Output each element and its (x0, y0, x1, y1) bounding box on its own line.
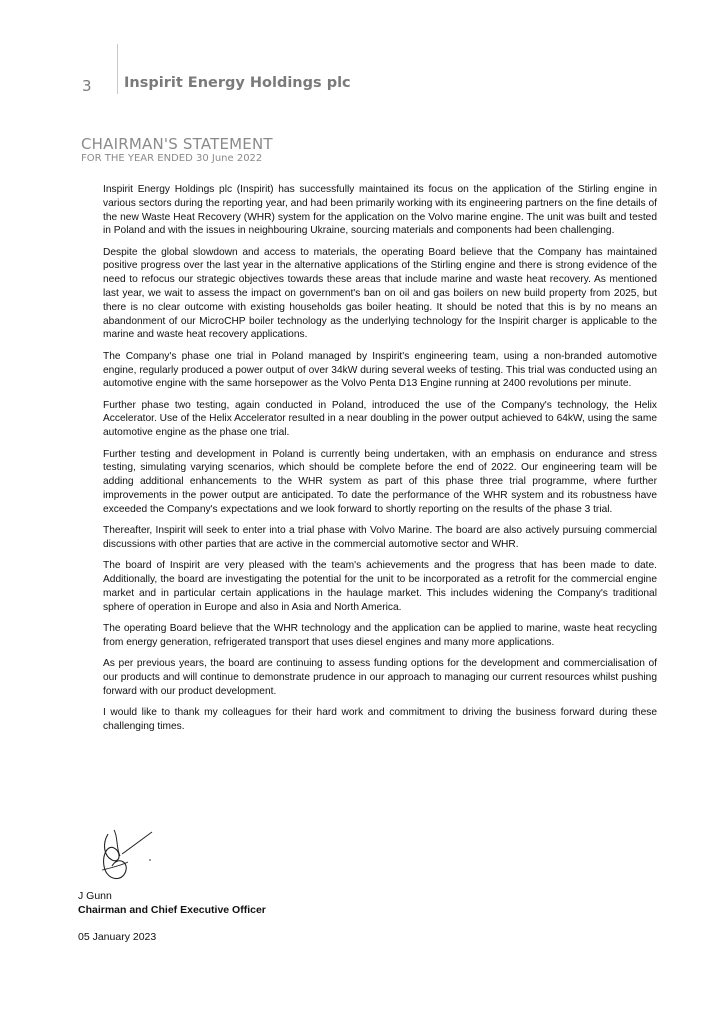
company-name: Inspirit Energy Holdings plc (124, 75, 351, 91)
signature-date: 05 January 2023 (78, 931, 157, 943)
signatory-role: Chairman and Chief Executive Officer (78, 904, 266, 916)
paragraph: I would like to thank my colleagues for their hard work and commitment to driving the business forward during these challenging times. (103, 706, 657, 732)
handwritten-signature (94, 826, 160, 886)
paragraph: Thereafter, Inspirit will seek to enter into a trial phase with Volvo Marine. The board are also actively pursuing commercial discussions with other parties that are active in the commercial automotive sector and WHR. (103, 525, 657, 550)
section-subtitle: FOR THE YEAR ENDED 30 June 2022 (81, 153, 263, 164)
paragraph: Further testing and development in Poland is currently being undertaken, with an emphasis on endurance and stress testing, simulating varying scenarios, which should be complete before the end of 2022. Our engineering team will be adding additional enhancements to the WHR system as part of this phase three trial programme, where further improvements in the power output are anticipated. To date the performance of the WHR system and its robustness have exceeded the Company's expectations and we look forward to shortly reporting on the results of the phase 3 trial. (103, 448, 657, 515)
paragraph: As per previous years, the board are continuing to assess funding options for the development and commercialisation of our products and will continue to demonstrate prudence in our approach to managing our current resources whilst pushing forward with our product development. (103, 657, 657, 697)
paragraph: Despite the global slowdown and access to materials, the operating Board believe that the Company has maintained positive progress over the last year in the alternative applications of the Stirling engine and there is strong evidence of the need to refocus our strategic objectives towards these areas that include marine and waste heat recovery. As mentioned last year, we wait to assess the impact on government's ban on oil and gas boilers on new build property from 2025, but there is no clear outcome with existing households gas boiler heating. It should be noted that this is by no means an abandonment of our MicroCHP boiler technology as the underlying technology for the Inspirit charger is applicable to the marine and waste heat recovery applications. (103, 246, 657, 341)
signatory-name: J Gunn (78, 890, 112, 902)
section-title: CHAIRMAN'S STATEMENT (81, 135, 273, 153)
paragraph: The operating Board believe that the WHR technology and the application can be applied to marine, waste heat recycling from energy generation, refrigerated transport that uses diesel engines and many more applications. (103, 622, 657, 648)
paragraph: The board of Inspirit are very pleased with the team's achievements and the progress that has been made to date. Additionally, the board are investigating the potential for the unit to be incorporated as a retrofit for the commercial engine market and in particular certain applications in the haulage market. This includes widening the Company's traditional sphere of operation in Europe and also in Asia and North America. (103, 560, 657, 613)
header-divider (117, 44, 118, 94)
page-number: 3 (82, 77, 92, 95)
statement-body (103, 183, 657, 741)
paragraph: Further phase two testing, again conducted in Poland, introduced the use of the Company's technology, the Helix Accelerator. Use of the Helix Accelerator resulted in a near doubling in the power output achieved to 64kW, using the same automotive engine as the phase one trial. (103, 399, 657, 439)
paragraph: Inspirit Energy Holdings plc (Inspirit) has successfully maintained its focus on the application of the Stirling engine in various sectors during the reporting year, and had been primarily working with its engineering partners on the fine details of the new Waste Heat Recovery (WHR) system for the application on the Volvo marine engine. The unit was built and tested in Poland and with the issues in neighbouring Ukraine, sourcing materials and components had been challenging. (103, 184, 657, 237)
paragraph: The Company's phase one trial in Poland managed by Inspirit's engineering team, using a non-branded automotive engine, regularly produced a power output of over 34kW during several weeks of testing. This trial was conducted using an automotive engine with the same horsepower as the Volvo Penta D13 Engine running at 2400 revolutions per minute. (103, 350, 657, 390)
